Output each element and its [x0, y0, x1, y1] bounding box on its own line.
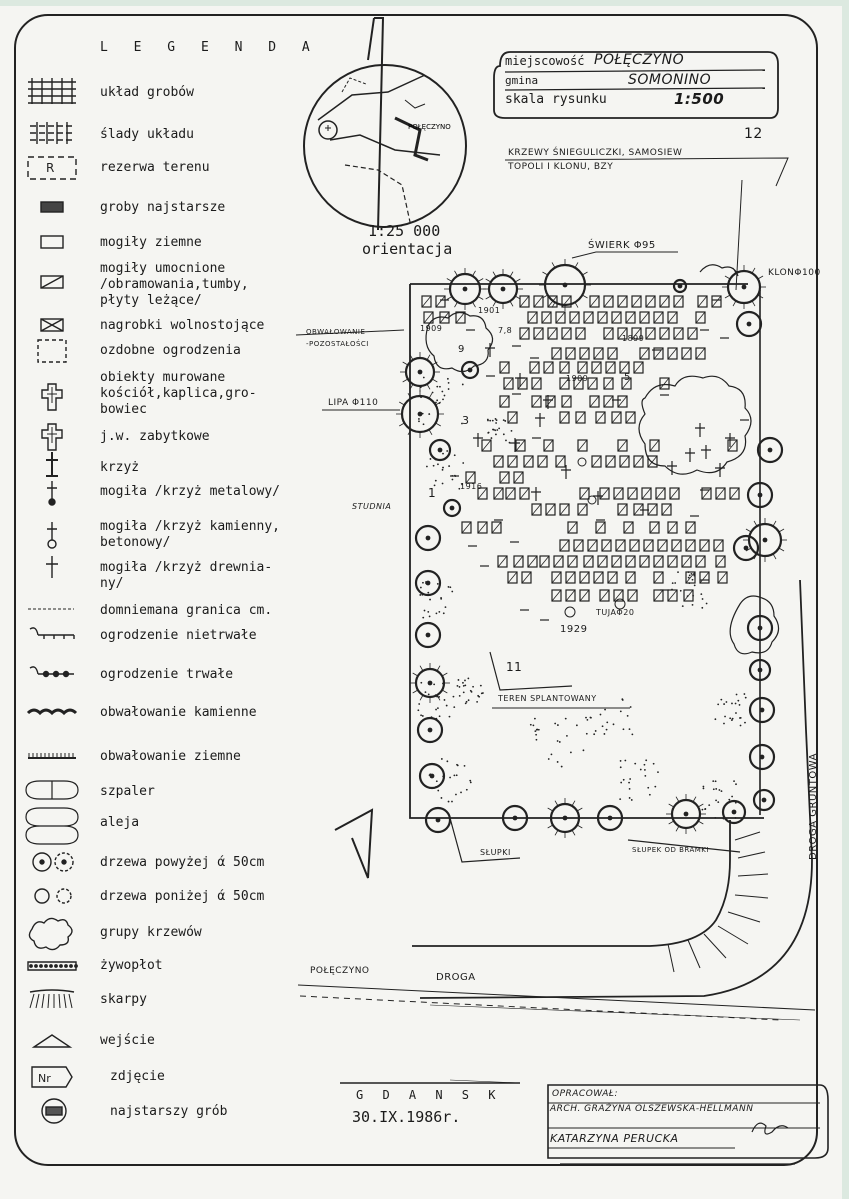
- cross-base-icon: [578, 458, 586, 466]
- tree-center-icon: [763, 538, 768, 543]
- legend-item-label: mogiła /krzyż kamienny, betonowy/: [100, 519, 281, 550]
- grid-icon: [28, 78, 76, 104]
- oldest-grave-icon: [42, 1099, 66, 1123]
- tree-center-icon: [747, 322, 752, 327]
- map-number: 1916: [460, 482, 483, 491]
- label-well: STUDNIA: [352, 502, 392, 511]
- tree-row-icon: [26, 781, 78, 799]
- sheet-number: 12: [744, 126, 763, 142]
- reserve-icon: [28, 157, 76, 179]
- cross-icon: [535, 413, 545, 427]
- scale-label: skala rysunku: [505, 92, 607, 107]
- legend-icons: [26, 78, 78, 1123]
- map-number: 1: [428, 486, 437, 500]
- earth-embankment-icon: [28, 753, 76, 758]
- svg-text:R: R: [46, 161, 55, 175]
- cross-icon: [46, 452, 58, 476]
- legend-item-label: mogiła /krzyż drewnia- ny/: [100, 560, 273, 591]
- map-number: 1901: [478, 306, 501, 315]
- shrub-group-icon: [29, 918, 72, 949]
- tree-center-icon: [563, 283, 568, 288]
- tree-center-icon: [744, 546, 749, 551]
- cross-icon: [485, 343, 495, 357]
- label-shrubs: KRZEWY ŚNIEGULICZKI, SAMOSIEW TOPOLI I KLONU, BZY: [508, 148, 683, 172]
- map-number: 1929: [560, 624, 588, 635]
- stone-cross-icon: [47, 522, 57, 548]
- orientation-scale: 1:25 000: [368, 222, 441, 240]
- label-road: DROGA: [436, 972, 476, 983]
- legend-item-label: żywopłot: [100, 958, 163, 973]
- footer-date: 30.IX.1986r.: [352, 1108, 461, 1126]
- tree-center-icon: [450, 506, 455, 511]
- inset-label: POŁĘCZYNO: [408, 123, 451, 131]
- trees: [396, 259, 787, 838]
- tree-center-icon: [563, 816, 568, 821]
- legend-title: L E G E N D A: [100, 40, 319, 55]
- map-number: 5: [624, 372, 631, 383]
- commune-value: SOMONINO: [628, 72, 712, 88]
- tree-center-icon: [678, 284, 683, 289]
- label-maple: KLONΦ100: [768, 268, 821, 278]
- label-embankment: OBWAŁOWANIE -POZOSTAŁOŚCI: [306, 328, 369, 348]
- label-posts: SŁUPKI: [480, 848, 511, 857]
- tree-small-icon: [35, 889, 71, 903]
- legend-item-label: ślady układu: [100, 127, 194, 142]
- avenue-icon: [26, 808, 78, 844]
- legend-item-label: mogiły ziemne: [100, 235, 202, 250]
- map-number: 1909: [566, 374, 589, 383]
- tree-center-icon: [742, 285, 747, 290]
- svg-text:Nr: Nr: [38, 1072, 51, 1085]
- tree-center-icon: [758, 626, 763, 631]
- tree-center-icon: [436, 818, 441, 823]
- scale-value: 1:500: [674, 90, 725, 108]
- legend-item-label: obiekty murowane kościół,kaplica,gro- bowiec: [100, 370, 257, 417]
- north-arrow-icon: [368, 18, 383, 230]
- stone-embankment-icon: [28, 710, 76, 713]
- legend-item-label: rezerwa terenu: [100, 160, 210, 175]
- map-number: 1899: [622, 334, 645, 343]
- author-1: ARCH. GRAŻYNA OLSZEWSKA-HELLMANN: [550, 1104, 754, 1114]
- entrance-icon: [34, 1035, 70, 1047]
- historic-masonry-icon: [42, 424, 62, 450]
- grid-traces-icon: [30, 122, 74, 144]
- legend-item-label: skarpy: [100, 992, 147, 1007]
- graves: [422, 296, 739, 601]
- wooden-cross-icon: [46, 556, 58, 578]
- legend-item-label: wejście: [100, 1033, 155, 1048]
- label-village: POŁĘCZYNO: [310, 966, 370, 976]
- legend-item-label: groby najstarsze: [100, 200, 226, 215]
- tree-center-icon: [513, 816, 518, 821]
- legend-item-label: mogiły umocnione /obramowania,tumby, płyty leżące/: [100, 261, 249, 308]
- temporary-fence-icon: [30, 628, 74, 639]
- dirt-road: [412, 580, 812, 998]
- permanent-fence-icon: [30, 667, 74, 677]
- footer-city: G D A N S K: [356, 1088, 502, 1102]
- label-linden: LIPA Φ110: [328, 398, 379, 408]
- metal-cross-icon: [47, 481, 57, 505]
- tree-center-icon: [426, 633, 431, 638]
- legend-item-label: obwałowanie kamienne: [100, 705, 257, 720]
- tree-center-icon: [762, 798, 767, 803]
- photo-icon: [32, 1067, 72, 1087]
- tree-center-icon: [684, 812, 689, 817]
- decorative-fence-icon: [38, 340, 66, 362]
- tree-center-icon: [438, 448, 443, 453]
- tree-center-icon: [426, 536, 431, 541]
- masonry-object-icon: [42, 384, 62, 410]
- tree-large-icon: [33, 853, 73, 871]
- legend-item-label: j.w. zabytkowe: [100, 429, 210, 444]
- oldest-graves-icon: [41, 202, 63, 212]
- legend-item-label: drzewa powyżej ά 50cm: [100, 855, 265, 870]
- map-number: 7,8: [498, 326, 513, 335]
- signature-icon: [752, 1123, 788, 1134]
- legend-item-label: aleja: [100, 815, 140, 830]
- map-number: 3: [462, 414, 470, 427]
- map-number: 11: [506, 660, 523, 674]
- reinforced-grave-icon: [41, 276, 63, 288]
- tree-center-icon: [760, 708, 765, 713]
- cross-icon: [515, 373, 525, 387]
- commune-label: gmina: [505, 74, 539, 87]
- author-2: KATARZYNA PERUCKA: [550, 1132, 679, 1145]
- legend-item-label: obwałowanie ziemne: [100, 749, 241, 764]
- cross-icon: [531, 487, 541, 501]
- legend-item-label: grupy krzewów: [100, 925, 202, 940]
- legend-item-label: najstarszy grób: [110, 1104, 228, 1119]
- tree-center-icon: [418, 370, 423, 375]
- legend-item-label: mogiła /krzyż metalowy/: [100, 484, 281, 499]
- legend-item-label: nagrobki wolnostojące: [100, 318, 265, 333]
- cross-icon: [701, 445, 711, 459]
- label-spruce: ŚWIERK Φ95: [588, 240, 656, 251]
- label-levelled: TEREN SPLANTOWANY: [498, 694, 597, 703]
- legend-item-label: zdjęcie: [110, 1069, 165, 1084]
- orientation-label: orientacja: [362, 240, 453, 258]
- tree-center-icon: [758, 493, 763, 498]
- tree-center-icon: [428, 681, 433, 686]
- legend-item-label: domniemana granica cm.: [100, 603, 273, 618]
- tree-center-icon: [428, 728, 433, 733]
- well-icon: [565, 607, 575, 617]
- tree-center-icon: [758, 668, 763, 673]
- legend-item-label: ozdobne ogrodzenia: [100, 343, 241, 358]
- label-gate-post: SŁUPEK OD BRAMKI: [632, 846, 709, 854]
- cross-base-icon: [588, 496, 596, 504]
- freestanding-tomb-icon: [41, 319, 63, 331]
- legend-item-label: układ grobów: [100, 85, 194, 100]
- tree-center-icon: [768, 448, 773, 453]
- orientation-inset: [304, 65, 466, 227]
- location-label: miejscowość: [505, 54, 585, 68]
- legend-item-label: krzyż: [100, 460, 140, 475]
- prepared-label: OPRACOWAŁ:: [552, 1089, 618, 1099]
- tree-center-icon: [501, 287, 506, 292]
- legend-item-label: szpaler: [100, 784, 155, 799]
- cross-icon: [695, 423, 705, 437]
- hedge-icon: [28, 962, 77, 970]
- earth-grave-icon: [41, 236, 63, 248]
- label-dirt-road: DROGA GRUNTOWA: [808, 753, 819, 860]
- slope-icon: [30, 990, 74, 1008]
- tree-center-icon: [608, 816, 613, 821]
- map-number: 9: [458, 344, 465, 355]
- tree-center-icon: [732, 810, 737, 815]
- tree-center-icon: [463, 287, 468, 292]
- cross-icon: [685, 448, 695, 462]
- legend-item-label: ogrodzenie nietrwałe: [100, 628, 257, 643]
- tree-center-icon: [418, 412, 423, 417]
- map-number: 1909: [420, 324, 443, 333]
- location-value: POŁĘCZYNO: [594, 52, 685, 68]
- label-thuja: TUJAΦ20: [596, 608, 635, 617]
- legend-item-label: ogrodzenie trwałe: [100, 667, 234, 682]
- legend-item-label: drzewa poniżej ά 50cm: [100, 889, 265, 904]
- tree-center-icon: [760, 755, 765, 760]
